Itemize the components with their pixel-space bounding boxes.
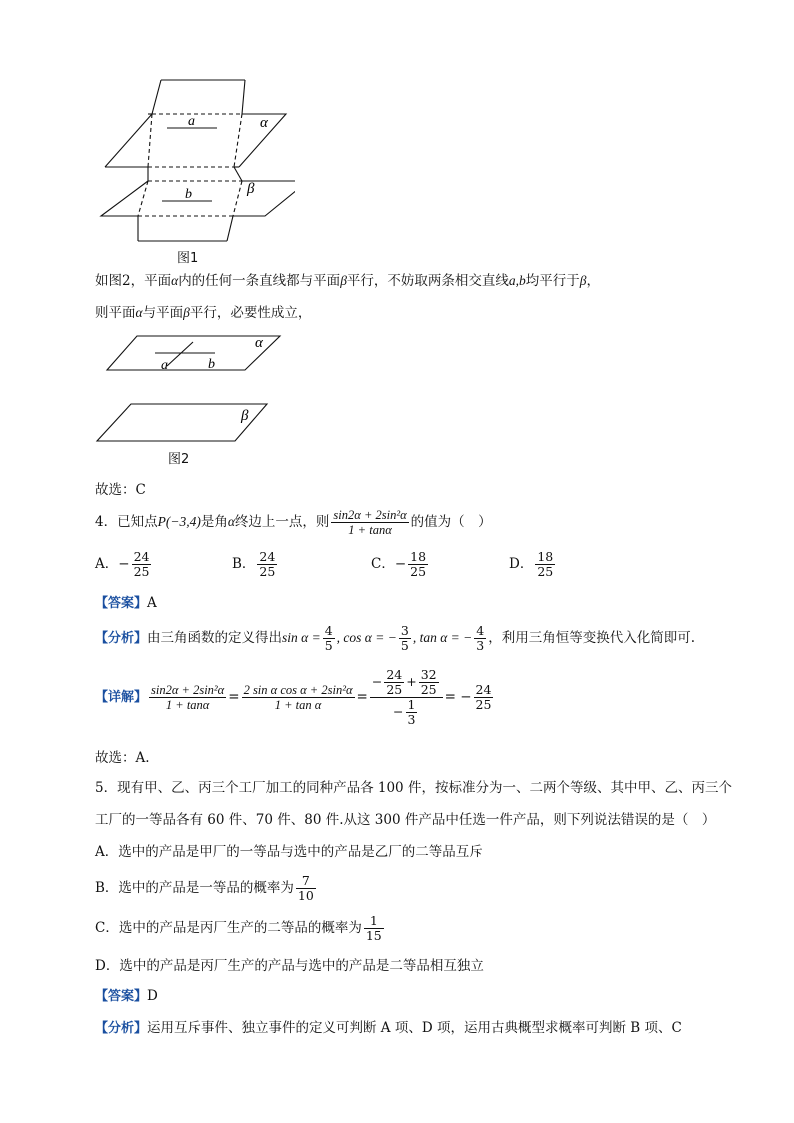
figure-2-caption: 图2 <box>168 452 190 467</box>
q4-option-c: C．− $\frac{18}{25}$ <box>371 549 427 579</box>
q4-detail: 【详解】 $\frac{\text{sin2α + 2sin²α}}{1 + \tan\alpha}$ = $\frac{\text{2 sin α cos α + 2sin²α}}{\text{1 + tan α}}$ = − $\frac{24}{25}$ + $\frac{32}{25}$ − $\frac{1}{3}$ = − $\frac{24}{25}$ <box>95 667 492 727</box>
q5-option-d: D．选中的产品是丙厂生产的产品与选中的产品是二等品相互独立 <box>95 958 484 974</box>
label-beta: β <box>247 181 255 197</box>
q4-answer: 【答案】A <box>95 595 157 611</box>
label-beta-2: β <box>241 408 249 424</box>
label-a-2: a <box>161 358 168 373</box>
q5-line1: 5．现有甲、乙、丙三个工厂加工的同种产品各 100 件，按标准分为一、二两个等级、其中甲、乙、丙三个 <box>95 780 732 796</box>
figure-1 <box>95 75 295 270</box>
q4-detail-compound-fraction: − $\frac{24}{25}$ + $\frac{32}{25}$ − $\frac{1}{3}$ <box>370 668 443 727</box>
q4-option-b: B． $\frac{24}{25}$ <box>232 549 276 579</box>
label-alpha: α <box>260 115 268 131</box>
q4-expression: $\frac{\text{sin2α + 2sin²α}}{1 + \tan\alpha}$ <box>333 508 407 537</box>
q4-stem: 4．已知点P(−3,4)是角α终边上一点，则 $\frac{\text{sin2α + 2sin²α}}{1 + \tan\alpha}$ 的值为（ ） <box>95 508 492 537</box>
figure-1-caption: 图1 <box>177 251 199 266</box>
q5-line2: 工厂的一等品各有 60 件、70 件、80 件.从这 300 件产品中任选一件产品，则下列说法错误的是（ ） <box>95 812 716 828</box>
q4-choice: 故选：A. <box>95 750 150 766</box>
q4-option-d: D． $\frac{18}{25}$ <box>509 549 554 579</box>
q5-analysis: 【分析】运用互斥事件、独立事件的定义可判断 A 项、D 项，运用古典概型求概率可判断 B 项、C <box>95 1020 682 1036</box>
q4-option-a: A．− $\frac{24}{25}$ <box>95 549 150 579</box>
q5-option-c: C．选中的产品是丙厂生产的二等品的概率为 $\frac{1}{15}$ <box>95 913 382 943</box>
label-b-2: b <box>208 357 215 372</box>
q5-option-b: B．选中的产品是一等品的概率为 $\frac{7}{10}$ <box>95 873 314 903</box>
q5-option-a: A．选中的产品是甲厂的一等品与选中的产品是乙厂的二等品互斥 <box>95 844 483 860</box>
label-alpha-2: α <box>255 335 263 351</box>
answer-3-choice: 故选：C <box>95 482 146 498</box>
label-a: a <box>188 114 195 129</box>
q4-analysis: 【分析】由三角函数的定义得出sin α = $\frac{4}{5}$ , cos α = − $\frac{3}{5}$ , tan α = − $\frac{4}{3}$ ，利用三角恒等变换代入化简即可. <box>95 623 695 653</box>
label-b: b <box>185 187 192 202</box>
figure-2 <box>95 330 295 450</box>
para-fig2-line2: 则平面α与平面β平行，必要性成立， <box>95 305 312 321</box>
para-fig2-line1: 如图2，平面α内的任何一条直线都与平面β平行，不妨取两条相交直线a,b均平行于β， <box>95 273 601 289</box>
q5-answer: 【答案】D <box>95 988 158 1004</box>
